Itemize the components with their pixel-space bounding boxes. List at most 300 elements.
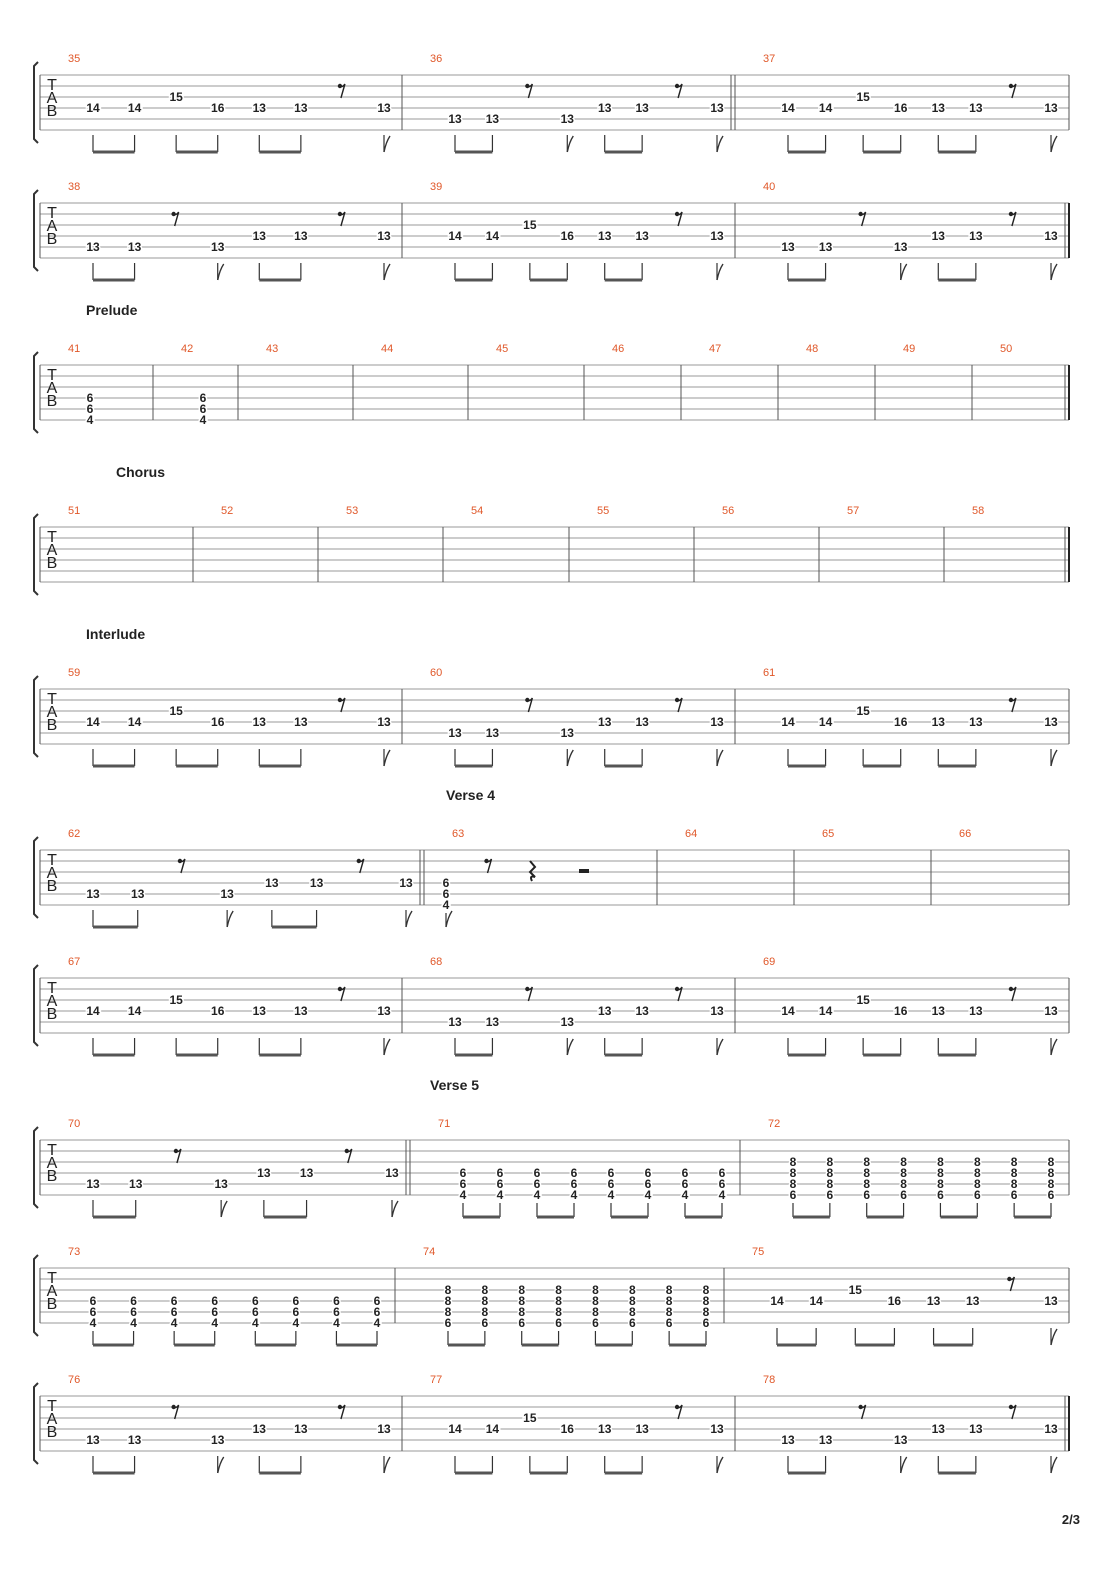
rest <box>338 987 345 1001</box>
tab-system <box>34 302 1069 433</box>
measure-number: 71 <box>438 1118 451 1130</box>
tab-system <box>34 1077 1069 1217</box>
fret-number: 8 <box>1047 1177 1055 1191</box>
beat <box>819 1433 833 1473</box>
fret-number: 13 <box>399 876 413 890</box>
beat <box>482 1283 489 1345</box>
fret-number: 14 <box>485 229 500 243</box>
fret-number: 13 <box>598 1422 612 1436</box>
rest <box>1009 84 1016 98</box>
fret-number: 4 <box>170 1316 178 1330</box>
beat <box>486 1422 500 1473</box>
fret-number: 13 <box>635 101 649 115</box>
section-label: Chorus <box>116 464 165 480</box>
fret-number: 14 <box>86 715 100 729</box>
fret-number: 8 <box>937 1166 944 1180</box>
fret-number: 13 <box>129 1177 143 1191</box>
note-flag <box>392 1201 398 1217</box>
rest <box>675 1405 682 1419</box>
system-bracket <box>34 965 38 1046</box>
fret-number: 13 <box>448 726 462 740</box>
fret-number: 13 <box>86 1433 100 1447</box>
beat <box>666 1283 673 1345</box>
fret-number: 8 <box>665 1305 673 1319</box>
beat <box>1044 101 1058 152</box>
fret-number: 13 <box>931 715 945 729</box>
rest <box>171 1405 178 1419</box>
tab-clef-letter: A <box>46 704 58 721</box>
eighth-rest-stroke <box>676 84 683 98</box>
beat <box>128 1004 142 1055</box>
measure <box>709 343 721 355</box>
beat <box>86 101 100 152</box>
fret-number: 13 <box>377 715 391 729</box>
measure-number: 58 <box>972 505 985 517</box>
beat <box>497 1166 504 1217</box>
measure <box>68 1374 391 1473</box>
measure-number: 73 <box>68 1246 81 1258</box>
fret-number: 4 <box>292 1316 300 1330</box>
fret-number: 6 <box>130 1305 137 1319</box>
fret-number: 13 <box>86 240 100 254</box>
fret-number: 13 <box>969 229 983 243</box>
beat <box>374 1294 381 1345</box>
measure <box>763 1374 1058 1473</box>
measure-number: 69 <box>763 956 776 968</box>
beat <box>969 101 983 152</box>
rest <box>525 84 532 98</box>
rest <box>525 698 532 712</box>
fret-number: 8 <box>628 1305 636 1319</box>
beat <box>710 101 724 152</box>
fret-number: 4 <box>607 1188 615 1202</box>
note-flag <box>1051 750 1057 766</box>
tab-clef-letter: T <box>47 205 57 222</box>
fret-number: 4 <box>718 1188 726 1202</box>
fret-number: 14 <box>448 1422 462 1436</box>
fret-number: 8 <box>937 1155 944 1169</box>
beat <box>598 715 612 766</box>
fret-number: 6 <box>718 1177 726 1191</box>
tab-clef-letter: B <box>46 1006 58 1023</box>
fret-number: 8 <box>444 1294 452 1308</box>
beat <box>770 1294 784 1345</box>
fret-number: 6 <box>607 1177 615 1191</box>
system-bracket <box>34 514 38 595</box>
fret-number: 13 <box>635 1004 649 1018</box>
tab-system <box>34 181 1069 280</box>
beat <box>894 101 908 152</box>
fret-number: 13 <box>710 101 724 115</box>
fret-number: 8 <box>628 1283 636 1297</box>
eighth-rest-stroke <box>338 698 345 712</box>
tab-clef-letter: A <box>46 865 58 882</box>
tab-clef-letter: T <box>47 691 57 708</box>
note-flag <box>567 1039 573 1055</box>
fret-number: 16 <box>211 101 225 115</box>
beat <box>294 715 308 766</box>
beat <box>710 715 724 766</box>
fret-number: 15 <box>856 90 870 104</box>
fret-number: 8 <box>481 1283 489 1297</box>
fret-number: 16 <box>894 715 908 729</box>
beat <box>211 1294 218 1345</box>
beat <box>90 1294 97 1345</box>
fret-number: 6 <box>89 1305 97 1319</box>
measure-number: 59 <box>68 667 81 679</box>
fret-number: 6 <box>444 1316 452 1330</box>
beat <box>561 1015 575 1055</box>
fret-number: 6 <box>292 1294 300 1308</box>
fret-number: 13 <box>485 726 500 740</box>
fret-number: 6 <box>644 1177 652 1191</box>
measure <box>68 1118 399 1217</box>
system-bracket <box>34 676 38 757</box>
fret-number: 4 <box>459 1188 467 1202</box>
beat <box>214 1177 228 1217</box>
fret-number: 14 <box>781 715 795 729</box>
fret-number: 13 <box>299 1166 314 1180</box>
fret-number: 14 <box>818 1004 833 1018</box>
tab-clef-letter: B <box>46 1424 58 1441</box>
fret-number: 6 <box>86 391 94 405</box>
measure <box>346 505 358 517</box>
beat <box>86 1177 100 1217</box>
beat <box>211 715 225 766</box>
fret-number: 15 <box>856 993 870 1007</box>
fret-number: 6 <box>937 1188 944 1202</box>
fret-number: 4 <box>199 413 207 427</box>
fret-number: 8 <box>555 1294 562 1308</box>
fret-number: 8 <box>665 1294 673 1308</box>
fret-number: 13 <box>1044 1422 1058 1436</box>
fret-number: 13 <box>818 240 833 254</box>
beat <box>781 101 795 152</box>
fret-number: 13 <box>926 1294 941 1308</box>
measure <box>68 1246 381 1345</box>
beat <box>781 240 795 280</box>
fret-number: 8 <box>592 1305 599 1319</box>
fret-number: 4 <box>251 1316 259 1330</box>
beat <box>682 1166 689 1217</box>
beat <box>969 1004 983 1055</box>
fret-number: 4 <box>211 1316 219 1330</box>
measure-number: 35 <box>68 53 81 65</box>
beat <box>932 229 946 280</box>
beat <box>523 218 537 280</box>
beat <box>598 1004 612 1055</box>
fret-number: 13 <box>127 240 142 254</box>
fret-number: 6 <box>570 1177 578 1191</box>
beat <box>710 229 724 280</box>
tab-system <box>34 1246 1069 1345</box>
fret-number: 16 <box>887 1294 902 1308</box>
beat <box>448 1015 462 1055</box>
measure <box>1000 343 1012 355</box>
fret-number: 8 <box>702 1305 710 1319</box>
measure-number: 41 <box>68 343 81 355</box>
beat <box>385 1166 399 1217</box>
system-bracket <box>34 1127 38 1208</box>
beat <box>211 1433 225 1473</box>
beat <box>819 101 833 152</box>
fret-number: 6 <box>333 1305 340 1319</box>
note-flag <box>717 264 723 280</box>
fret-number: 13 <box>377 1004 391 1018</box>
measure <box>68 667 391 766</box>
fret-number: 13 <box>220 887 234 901</box>
fret-number: 6 <box>211 1294 219 1308</box>
fret-number: 14 <box>818 715 833 729</box>
measure <box>959 828 971 840</box>
beat <box>598 229 612 280</box>
note-flag <box>218 264 224 280</box>
rest <box>579 869 589 873</box>
beat <box>635 1004 649 1055</box>
fret-number: 13 <box>931 101 945 115</box>
tab-clef-letter: B <box>46 878 58 895</box>
tab-clef-letter: B <box>46 555 58 572</box>
measure-number: 43 <box>266 343 279 355</box>
rest <box>1009 987 1016 1001</box>
beat <box>819 715 833 766</box>
beat <box>128 101 142 152</box>
rest <box>675 698 682 712</box>
system-bracket <box>34 1255 38 1336</box>
fret-number: 16 <box>560 1422 574 1436</box>
note-flag <box>446 911 452 927</box>
fret-number: 6 <box>533 1166 541 1180</box>
beat <box>294 1422 308 1473</box>
note-flag <box>717 1039 723 1055</box>
beat <box>710 1422 724 1473</box>
fret-number: 6 <box>481 1316 489 1330</box>
measure <box>68 53 391 152</box>
fret-number: 13 <box>818 1433 833 1447</box>
measure <box>496 343 508 355</box>
fret-number: 13 <box>931 229 945 243</box>
fret-number: 13 <box>211 240 225 254</box>
measure-number: 47 <box>709 343 722 355</box>
rest <box>338 212 345 226</box>
fret-number: 13 <box>252 1004 266 1018</box>
fret-number: 13 <box>560 726 574 740</box>
fret-number: 16 <box>894 1004 908 1018</box>
beat <box>300 1166 314 1217</box>
beat <box>856 704 870 766</box>
beat <box>1044 715 1058 766</box>
note-flag <box>717 1457 723 1473</box>
beat <box>211 240 225 280</box>
fret-number: 14 <box>448 229 462 243</box>
measure <box>438 1118 726 1217</box>
tab-clef-letter: T <box>47 980 57 997</box>
fret-number: 4 <box>533 1188 541 1202</box>
rest <box>338 84 345 98</box>
measure-number: 67 <box>68 956 81 968</box>
tab-clef-letter: A <box>46 380 58 397</box>
beat <box>128 240 142 280</box>
beat <box>969 715 983 766</box>
tab-clef-letter: B <box>46 393 58 410</box>
beat <box>561 1422 575 1473</box>
measure <box>430 1374 724 1473</box>
beat <box>969 229 983 280</box>
fret-number: 6 <box>496 1166 504 1180</box>
beat <box>86 240 100 280</box>
measure <box>763 956 1058 1055</box>
eighth-rest-stroke <box>338 1405 345 1419</box>
fret-number: 6 <box>292 1305 300 1319</box>
rest <box>675 212 682 226</box>
fret-number: 6 <box>373 1294 381 1308</box>
measure-number: 46 <box>612 343 625 355</box>
measure <box>443 828 589 927</box>
note-flag <box>717 136 723 152</box>
tab-clef-letter: T <box>47 367 57 384</box>
rest <box>345 1149 352 1163</box>
half-rest-glyph <box>579 869 589 873</box>
tab-clef-letter: A <box>46 1411 58 1428</box>
eighth-rest-stroke <box>676 1405 683 1419</box>
tab-clef-letter: T <box>47 852 57 869</box>
beat <box>443 876 452 927</box>
fret-number: 6 <box>665 1316 673 1330</box>
fret-number: 13 <box>894 1433 908 1447</box>
fret-number: 13 <box>635 229 649 243</box>
fret-number: 13 <box>448 1015 462 1029</box>
fret-number: 6 <box>170 1305 178 1319</box>
fret-number: 4 <box>89 1316 97 1330</box>
fret-number: 13 <box>294 715 308 729</box>
rest <box>525 987 532 1001</box>
fret-number: 8 <box>444 1305 452 1319</box>
fret-number: 13 <box>309 876 324 890</box>
beat <box>894 240 908 280</box>
measure <box>822 828 834 840</box>
beat <box>703 1283 710 1345</box>
tab-system <box>34 1374 1069 1473</box>
fret-number: 13 <box>1044 715 1058 729</box>
measure-number: 53 <box>346 505 359 517</box>
beat <box>399 876 413 927</box>
fret-number: 16 <box>211 715 225 729</box>
beat <box>781 1433 795 1473</box>
fret-number: 6 <box>199 391 207 405</box>
fret-number: 8 <box>1010 1177 1018 1191</box>
fret-number: 15 <box>848 1283 862 1297</box>
tab-clef-letter: A <box>46 542 58 559</box>
beat <box>781 1004 795 1055</box>
system-bracket <box>34 62 38 143</box>
rest <box>675 987 682 1001</box>
quarter-rest-glyph <box>530 861 535 881</box>
beat <box>294 101 308 152</box>
beat <box>253 715 267 766</box>
fret-number: 6 <box>251 1305 259 1319</box>
eighth-rest-stroke <box>174 1149 181 1163</box>
fret-number: 13 <box>969 101 983 115</box>
measure-number: 52 <box>221 505 234 517</box>
measure-number: 45 <box>496 343 509 355</box>
note-flag <box>901 264 907 280</box>
beat <box>790 1155 797 1217</box>
measure <box>68 505 80 517</box>
tab-clef-letter: A <box>46 90 58 107</box>
rest <box>858 1405 865 1419</box>
beat <box>294 229 308 280</box>
tab-clef-letter: A <box>46 993 58 1010</box>
beat <box>849 1283 863 1345</box>
fret-number: 13 <box>560 1015 574 1029</box>
fret-number: 13 <box>781 1433 795 1447</box>
fret-number: 13 <box>385 1166 399 1180</box>
fret-number: 13 <box>448 112 462 126</box>
fret-number: 8 <box>518 1294 526 1308</box>
rest <box>675 84 682 98</box>
beat <box>87 391 94 427</box>
fret-number: 8 <box>826 1166 834 1180</box>
measure-number: 55 <box>597 505 610 517</box>
rest <box>530 861 535 881</box>
fret-number: 13 <box>252 229 266 243</box>
fret-number: 13 <box>560 112 574 126</box>
beat <box>377 101 391 152</box>
beat <box>888 1294 902 1345</box>
beat <box>809 1294 823 1345</box>
beat <box>894 1004 908 1055</box>
beat <box>932 1004 946 1055</box>
measure <box>597 505 609 517</box>
fret-number: 6 <box>681 1177 689 1191</box>
system-bracket <box>34 190 38 271</box>
measure <box>430 667 724 766</box>
measure-number: 56 <box>722 505 735 517</box>
eighth-rest-stroke <box>1009 84 1016 98</box>
rest <box>1009 1405 1016 1419</box>
eighth-rest-stroke <box>357 859 364 873</box>
fret-number: 6 <box>973 1188 981 1202</box>
fret-number: 4 <box>333 1316 340 1330</box>
rest <box>484 859 491 873</box>
measure-number: 68 <box>430 956 443 968</box>
fret-number: 13 <box>127 1433 142 1447</box>
measure <box>763 53 1058 152</box>
measure-number: 63 <box>452 828 465 840</box>
eighth-rest-stroke <box>676 698 683 712</box>
beat <box>333 1294 340 1345</box>
fret-number: 13 <box>598 1004 612 1018</box>
tab-system <box>34 464 1069 595</box>
fret-number: 8 <box>826 1177 834 1191</box>
section-label: Verse 4 <box>446 787 496 803</box>
measure <box>763 181 1058 280</box>
note-flag <box>384 750 390 766</box>
fret-number: 6 <box>555 1316 562 1330</box>
tab-clef-letter: T <box>47 529 57 546</box>
fret-number: 13 <box>257 1166 271 1180</box>
beat <box>966 1294 980 1345</box>
beat <box>448 726 462 766</box>
fret-number: 6 <box>170 1294 178 1308</box>
measure-number: 76 <box>68 1374 81 1386</box>
fret-number: 14 <box>781 101 795 115</box>
fret-number: 6 <box>442 887 450 901</box>
measure-number: 49 <box>903 343 916 355</box>
fret-number: 13 <box>635 715 649 729</box>
fret-number: 4 <box>644 1188 652 1202</box>
tab-clef-letter: B <box>46 103 58 120</box>
